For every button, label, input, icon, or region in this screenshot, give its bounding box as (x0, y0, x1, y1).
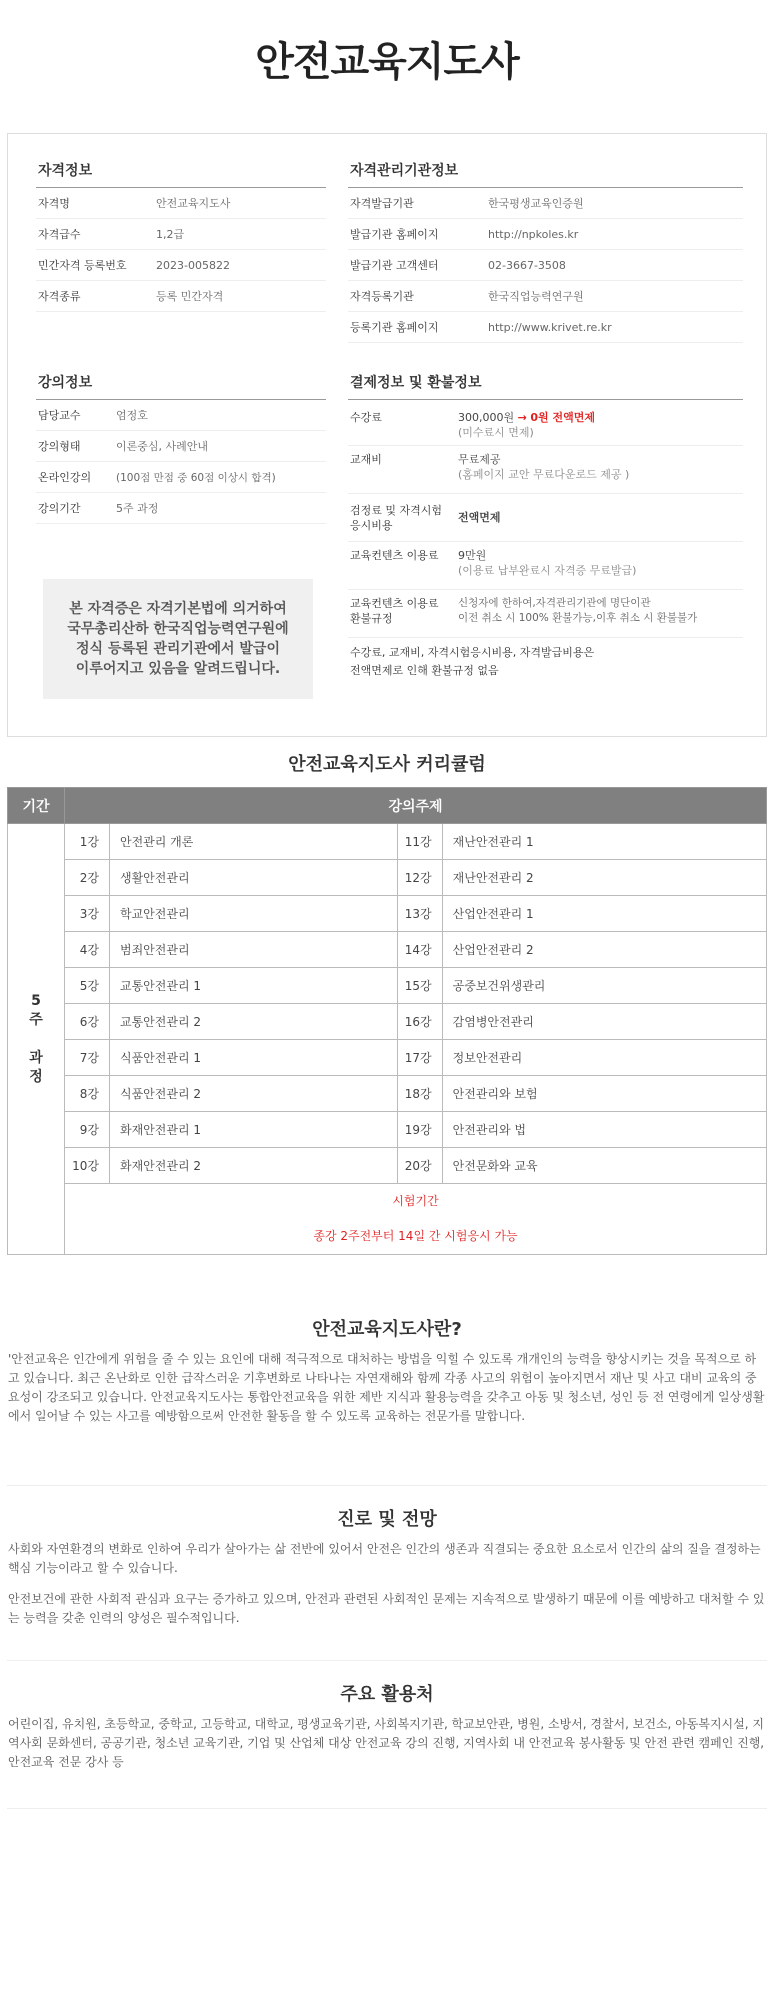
lecture-subject: 식품안전관리 2 (110, 1076, 398, 1112)
lecture-row (36, 400, 326, 431)
lecture-subject: 산업안전관리 1 (442, 896, 766, 932)
career-text-2: 안전보건에 관한 사회적 관심과 요구는 증가하고 있으며, 안전과 관련된 사회적인 문제는 지속적으로 발생하기 때문에 이를 예방하고 대처할 수 있는 능력을 갖춘 인력의 양성은 필수적입니다. (8, 1592, 765, 1625)
org-row (348, 219, 743, 250)
lecture-number: 20강 (397, 1148, 442, 1184)
qual-key: 자격종류 (38, 290, 81, 303)
lecture-number: 19강 (397, 1112, 442, 1148)
exam-label: 응시비용 (350, 518, 393, 532)
lecture-value: 5주 과정 (116, 502, 159, 515)
qual-row (36, 219, 326, 250)
lecture-number: 15강 (397, 968, 442, 1004)
org-key: 자격발급기관 (350, 197, 414, 210)
lecture-subject: 식품안전관리 1 (110, 1040, 398, 1076)
fee-note: (미수료시 면제) (458, 426, 534, 439)
lecture-value: 이론중심, 사례안내 (116, 440, 209, 453)
curriculum-row (8, 1004, 767, 1040)
lecture-subject: 교통안전관리 1 (110, 968, 398, 1004)
curriculum-title: 안전교육지도사 커리큘럼 (288, 754, 486, 775)
lecture-row (36, 462, 326, 493)
curriculum-row (8, 968, 767, 1004)
notice-line: 국무총리산하 한국직업능력연구원에 (67, 621, 289, 637)
period-text (8, 1030, 64, 1049)
exam-period-row (8, 1184, 767, 1255)
qual-key: 자격명 (38, 197, 70, 210)
lecture-number: 11강 (397, 824, 442, 860)
fee-row (348, 400, 743, 446)
exam-fee-row (348, 494, 743, 542)
org-key: 등록기관 홈페이지 (350, 321, 439, 334)
book-note: (홈페이지 교안 무료다운로드 제공 ) (458, 468, 630, 481)
notice-line: 이루어지고 있음을 알려드립니다. (75, 661, 281, 677)
book-value: 무료제공 (458, 453, 501, 466)
qual-row (36, 188, 326, 219)
qual-key: 민간자격 등록번호 (38, 259, 127, 272)
lecture-number: 16강 (397, 1004, 442, 1040)
qualification-title: 자격정보 (36, 160, 326, 188)
notice-line: 정식 등록된 관리기관에서 발급이 (76, 641, 280, 657)
lecture-key: 담당교수 (38, 409, 81, 422)
divider (7, 1808, 767, 1809)
org-value: 02-3667-3508 (488, 258, 566, 272)
org-key: 자격등록기관 (350, 290, 414, 303)
refund-text: 신청자에 한하여,자격관리기관에 명단이관 (458, 597, 651, 609)
curriculum-row (8, 1112, 767, 1148)
lecture-subject: 안전관리 개론 (110, 824, 398, 860)
lecture-title: 강의정보 (36, 372, 326, 400)
period-text: 주 (29, 1011, 43, 1028)
lecture-number: 5강 (65, 968, 110, 1004)
org-value: 한국직업능력연구원 (488, 290, 584, 303)
registry-homepage-link[interactable]: http://www.krivet.re.kr (488, 320, 612, 334)
page-title: 안전교육지도사 (255, 39, 519, 85)
about-title: 안전교육지도사란? (312, 1319, 462, 1340)
lecture-number: 17강 (397, 1040, 442, 1076)
curriculum-row (8, 932, 767, 968)
org-row (348, 281, 743, 312)
career-title: 진로 및 전망 (337, 1509, 437, 1530)
payment-section (348, 372, 743, 680)
lecture-number: 1강 (65, 824, 110, 860)
exam-period-title: 시험기간 (392, 1194, 439, 1208)
org-key: 발급기관 홈페이지 (350, 228, 439, 241)
curriculum-row (8, 860, 767, 896)
book-label: 교재비 (350, 453, 382, 466)
curriculum-header (8, 788, 767, 824)
curriculum-table (7, 787, 767, 1255)
exam-label: 검정료 및 자격시험 (350, 503, 443, 517)
qual-row (36, 281, 326, 312)
refund-label: 환불규정 (350, 612, 393, 625)
lecture-section (36, 372, 326, 524)
lecture-number: 13강 (397, 896, 442, 932)
divider (7, 1660, 767, 1661)
period-text: 정 (29, 1068, 43, 1085)
content-note: (이용료 납부완료시 자격증 무료발급) (458, 564, 637, 577)
lecture-subject: 안전관리와 법 (442, 1112, 766, 1148)
lecture-subject: 화재안전관리 1 (110, 1112, 398, 1148)
lecture-subject: 정보안전관리 (442, 1040, 766, 1076)
period-cell (8, 824, 65, 1255)
org-row (348, 188, 743, 219)
curriculum-row (8, 824, 767, 860)
divider (7, 1485, 767, 1486)
lecture-number: 10강 (65, 1148, 110, 1184)
lecture-number: 8강 (65, 1076, 110, 1112)
curriculum-row (8, 1040, 767, 1076)
period-text: 과 (29, 1049, 43, 1066)
exam-fee-value: 전액면제 (458, 511, 501, 524)
exam-period-cell (65, 1184, 767, 1255)
qual-key: 자격급수 (38, 228, 81, 241)
lecture-subject: 화재안전관리 2 (110, 1148, 398, 1184)
footer-line: 수강료, 교재비, 자격시험응시비용, 자격발급비용은 (350, 646, 595, 659)
topic-header: 강의주제 (65, 788, 767, 824)
org-title: 자격관리기관정보 (348, 160, 743, 188)
lecture-number: 7강 (65, 1040, 110, 1076)
certification-notice (43, 579, 313, 699)
lecture-key: 강의기간 (38, 502, 81, 515)
lecture-number: 2강 (65, 860, 110, 896)
org-row (348, 250, 743, 281)
lecture-subject: 학교안전관리 (110, 896, 398, 932)
period-header: 기간 (8, 788, 65, 824)
lecture-subject: 범죄안전관리 (110, 932, 398, 968)
curriculum-row (8, 896, 767, 932)
content-fee-row (348, 542, 743, 590)
qualification-section (36, 160, 326, 312)
lecture-subject: 안전관리와 보험 (442, 1076, 766, 1112)
lecture-key: 강의형태 (38, 440, 81, 453)
lecture-number: 18강 (397, 1076, 442, 1112)
org-homepage-link[interactable]: http://npkoles.kr (488, 227, 579, 241)
refund-text: 이전 취소 시 100% 환불가능,이후 취소 시 환불불가 (458, 612, 698, 624)
lecture-row (36, 431, 326, 462)
period-text: 5 (31, 992, 41, 1009)
curriculum-row (8, 1076, 767, 1112)
lecture-subject: 생활안전관리 (110, 860, 398, 896)
notice-line: 본 자격증은 자격기본법에 의거하여 (69, 601, 287, 617)
lecture-subject: 안전문화와 교육 (442, 1148, 766, 1184)
arrow-icon: → (517, 411, 527, 424)
usage-title: 주요 활용처 (340, 1684, 434, 1705)
footer-line: 전액면제로 인해 환불규정 없음 (350, 664, 499, 677)
lecture-subject: 재난안전관리 1 (442, 824, 766, 860)
content-label: 교육컨텐츠 이용료 (350, 549, 439, 562)
refund-footer (348, 638, 743, 680)
lecture-number: 9강 (65, 1112, 110, 1148)
exam-period-desc: 종강 2주전부터 14일 간 시험응시 가능 (313, 1229, 518, 1243)
fee-free: 0원 전액면제 (530, 411, 595, 424)
lecture-subject: 산업안전관리 2 (442, 932, 766, 968)
qual-value: 등록 민간자격 (156, 290, 224, 303)
org-row (348, 312, 743, 343)
lecture-subject: 재난안전관리 2 (442, 860, 766, 896)
fee-label: 수강료 (350, 411, 382, 424)
lecture-key: 온라인강의 (38, 471, 92, 484)
qual-value: 1,2급 (156, 228, 185, 241)
info-box (7, 133, 767, 737)
lecture-number: 14강 (397, 932, 442, 968)
book-row (348, 446, 743, 494)
qual-value: 안전교육지도사 (156, 197, 231, 210)
payment-title: 결제정보 및 환불정보 (348, 372, 743, 400)
about-text: '안전교육은 인간에게 위험을 줄 수 있는 요인에 대해 적극적으로 대처하는 방법을 익힐 수 있도록 개개인의 능력을 향상시키는 것을 목적으로 하고 있습니다. 최근 온난화로 인한 급작스러운 기후변화로 나타나는 자연재해와 함께 각종 사고의 위험이 높아지면서 재난 및 사고 대비 교육의 중요성이 강조되고 있습니다. 안전교육지도사는 통합안전교육을 위한 제반 지식과 활용능력을 갖추고 아동 및 청소년, 성인 등 전 연령에게 일상생활에서 일어날 수 있는 사고를 예방함으로써 안전한 활동을 할 수 있도록 교육하는 전문가를 말합니다. (8, 1352, 765, 1423)
org-value: 한국평생교육인증원 (488, 197, 584, 210)
refund-row (348, 590, 743, 638)
org-section (348, 160, 743, 343)
org-key: 발급기관 고객센터 (350, 259, 439, 272)
lecture-value: 엄정호 (116, 409, 148, 422)
lecture-subject: 감염병안전관리 (442, 1004, 766, 1040)
usage-text: 어린이집, 유치원, 초등학교, 중학교, 고등학교, 대학교, 평생교육기관, 사회복지기관, 학교보안관, 병원, 소방서, 경찰서, 보건소, 아동복지시설, 지역사회 문화센터, 공공기관, 청소년 교육기관, 기업 및 산업체 대상 안전교육 강의 진행, 지역사회 내 안전교육 봉사활동 및 안전 관련 캠페인 진행, 안전교육 전문 강사 등 (8, 1717, 765, 1769)
content-value: 9만원 (458, 549, 487, 562)
career-text-1: 사회와 자연환경의 변화로 인하여 우리가 살아가는 삶 전반에 있어서 안전은 인간의 생존과 직결되는 중요한 요소로서 인간의 삶의 질을 결정하는 핵심 기능이라고 할 수 있습니다. (8, 1542, 761, 1575)
fee-price: 300,000원 (458, 411, 515, 424)
curriculum-row (8, 1148, 767, 1184)
lecture-row (36, 493, 326, 524)
lecture-value: (100점 만점 중 60점 이상시 합격) (116, 471, 276, 484)
lecture-number: 12강 (397, 860, 442, 896)
qual-row (36, 250, 326, 281)
qual-value: 2023-005822 (156, 258, 230, 272)
refund-label: 교육컨텐츠 이용료 (350, 597, 439, 610)
lecture-number: 3강 (65, 896, 110, 932)
lecture-number: 6강 (65, 1004, 110, 1040)
lecture-subject: 공중보건위생관리 (442, 968, 766, 1004)
lecture-subject: 교통안전관리 2 (110, 1004, 398, 1040)
lecture-number: 4강 (65, 932, 110, 968)
